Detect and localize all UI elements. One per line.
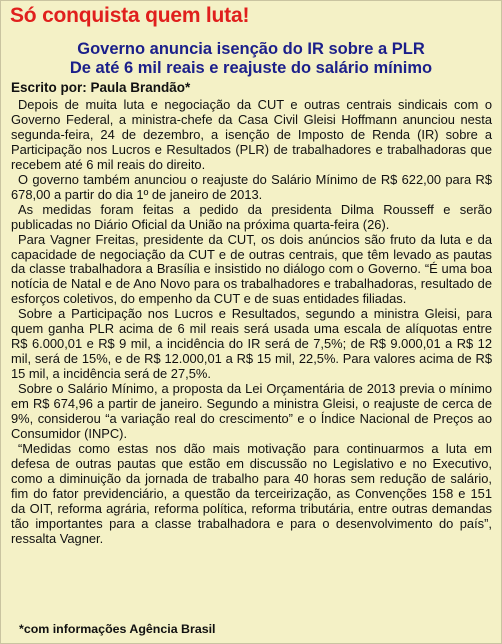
paragraph-vagner-freitas: Para Vagner Freitas, presidente da CUT, os dois anúncios são fruto da luta e da capacidade de negociação da CUT e de outras centrais, que têm levado as pautas da classe trabalhadora a Brasília e insistido no diálogo com o Governo. “É uma boa notícia de Natal e de Ano Novo para os trabalhadores e trabalhadoras, resultado de esforços coletivos, do empenho da CUT e de suas entidades filiadas. bbox=[11, 231, 492, 307]
paragraph-announcement: Depois de muita luta e negociação da CUT e outras centrais sindicais com o Governo Federal, a ministra-chefe da Casa Civil Gleisi Hoffmann anunciou nesta segunda-feira, 24 de dezembro, a isenção de Imposto de Renda (IR) sobre a Participação nos Lucros e Resultados (PLR) de trabalhadores e trabalhadoras que recebem até 6 mil reais do direito. bbox=[11, 97, 492, 172]
article-source-credit: *com informações Agência Brasil bbox=[19, 622, 216, 636]
article-body bbox=[11, 98, 492, 547]
paragraph-minimum-wage-details: Sobre o Salário Mínimo, a proposta da Lei Orçamentária de 2013 previa o mínimo em R$ 674,96 a partir de janeiro. Segundo a ministra Gleisi, o reajuste de cerca de 9%, considerou “a variação real do crescimento” e o Índice Nacional de Preços ao Consumidor (INPC). bbox=[11, 381, 492, 441]
article-headline: Só conquista quem luta! bbox=[10, 4, 250, 27]
paragraph-minimum-wage: O governo também anunciou o reajuste do Salário Mínimo de R$ 622,00 para R$ 678,00 a partir do dia 1º de janeiro de 2013. bbox=[11, 171, 492, 202]
paragraph-official-publication: As medidas foram feitas a pedido da presidenta Dilma Rousseff e serão publicadas no Diário Oficial da União na próxima quarta-feira (26). bbox=[11, 201, 492, 232]
paragraph-plr-rates: Sobre a Participação nos Lucros e Resultados, segundo a ministra Gleisi, para quem ganha PLR acima de 6 mil reais será usada uma escala de alíquotas entre R$ 6.000,01 e R$ 9 mil, a incidência do IR será de 7,5%; de R$ 9.000,01 a R$ 12 mil, será de 15%, e de R$ 12.000,01 a R$ 15 mil, 22,5%. Para valores acima de R$ 15 mil, a incidência será de 27,5%. bbox=[11, 306, 492, 382]
paragraph-quote: “Medidas como estas nos dão mais motivação para continuarmos a luta em defesa de outras pautas que estão em discussão no Legislativo e no Executivo, como a diminuição da jornada de trabalho para 40 horas sem redução de salário, fim do fator previdenciário, a questão da terceirização, as Convenções 158 e 151 da OIT, reforma agrária, reforma política, reforma tributária, entre outras demandas tão importantes para a classe trabalhadora e para o desenvolvimento do país”, ressalta Vagner. bbox=[11, 440, 492, 546]
article-byline: Escrito por: Paula Brandão* bbox=[11, 80, 191, 95]
article-subtitle-line-2: De até 6 mil reais e reajuste do salário mínimo bbox=[69, 59, 433, 77]
article-subtitle-line-1: Governo anuncia isenção do IR sobre a PLR bbox=[77, 40, 425, 58]
